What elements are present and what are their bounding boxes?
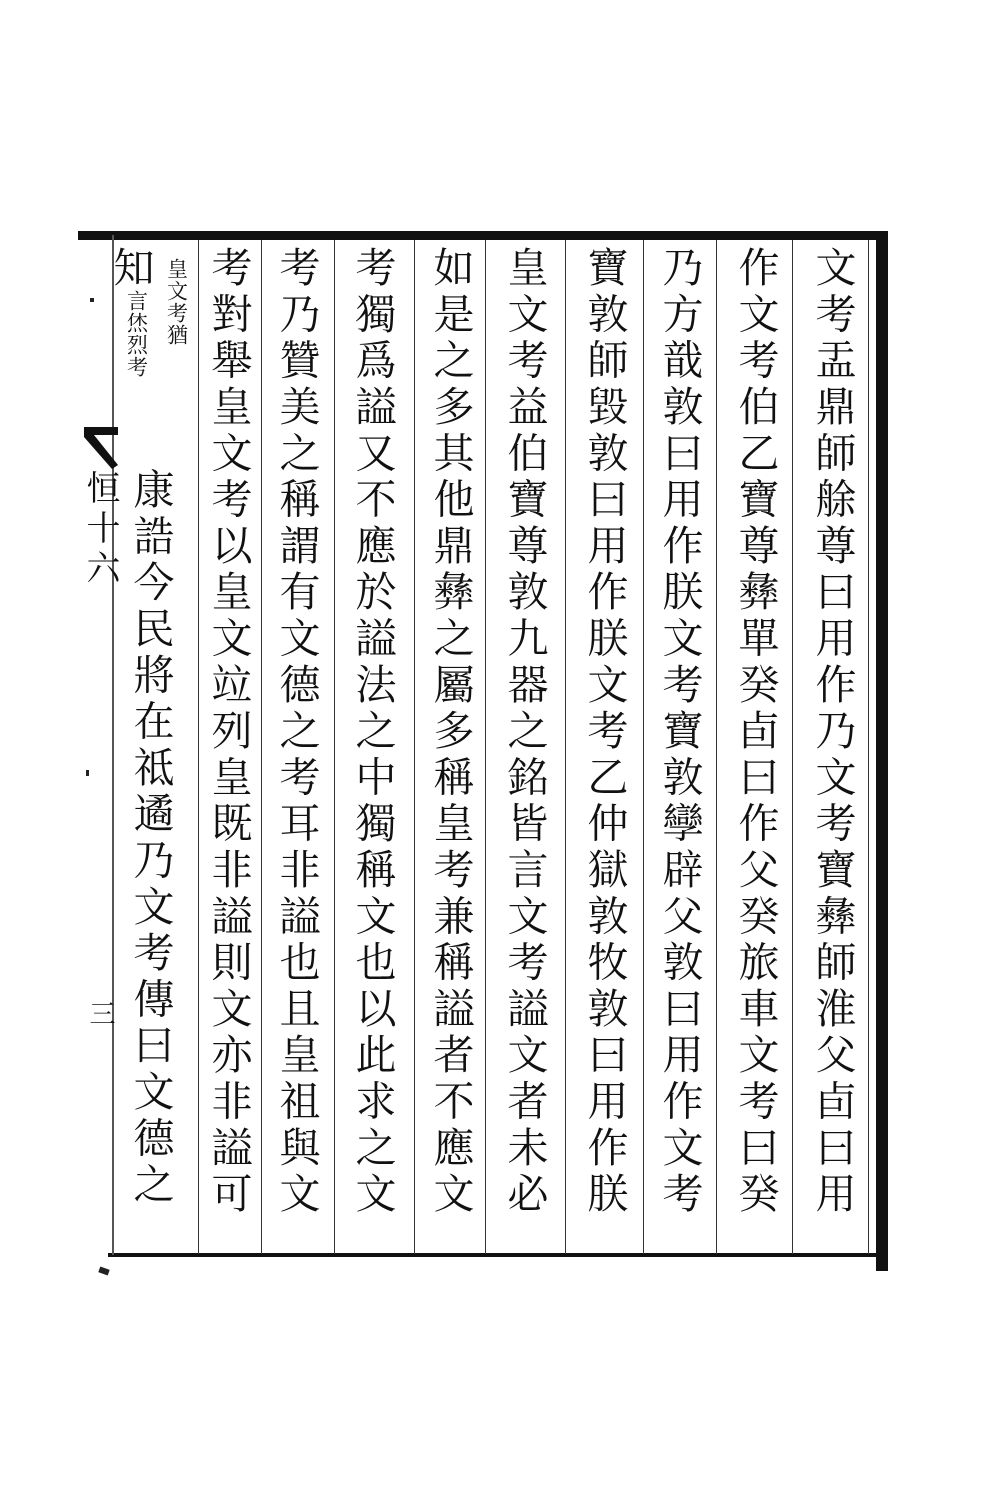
last-column-lead-char: 知	[106, 246, 155, 293]
column-text: 皇文考益伯寶尊敦九器之銘皆言文考謚文者未必	[500, 246, 549, 1219]
column-text: 寶敦師毀敦曰用作朕文考乙仲獄敦牧敦曰用作朕	[580, 246, 629, 1219]
column-rule	[643, 240, 644, 1254]
column-rule	[334, 240, 335, 1254]
column-rule	[868, 240, 869, 1254]
column-text: 考乃贊美之稱謂有文德之考耳非謚也且皇祖與文	[272, 246, 321, 1219]
leaf-number: 三	[85, 1000, 115, 1032]
column-rule	[485, 240, 486, 1254]
column-text: 如是之多其他鼎彝之屬多稱皇考兼稱謚者不應文	[426, 246, 475, 1219]
margin-mark	[90, 298, 94, 302]
column-text: 乃方戠敦曰用作朕文考寶敦孿辟父敦曰用作文考	[655, 246, 704, 1219]
column-text: 文考盂鼎師艅尊曰用作乃文考寶彝師淮父卣曰用	[808, 246, 857, 1219]
frame-right-border	[876, 231, 888, 1271]
column-rule	[716, 240, 717, 1254]
interlinear-note-right: 皇文考猶	[164, 258, 189, 346]
text-column-7	[340, 246, 404, 1246]
text-column-5	[492, 246, 556, 1246]
last-column-main-text: 康誥今民將在祗遹乃文考傳曰文德之	[126, 468, 175, 1209]
text-column-1	[800, 246, 864, 1246]
interlinear-note-left: 言烋烈考	[124, 290, 149, 378]
column-text: 考對舉皇文考以皇文竝列皇既非謚則文亦非謚可	[204, 246, 253, 1219]
margin-dot	[86, 770, 89, 776]
column-rule	[792, 240, 793, 1254]
margin-folio: 恒十六	[80, 470, 120, 590]
frame-top-border	[78, 231, 888, 240]
column-text: 作文考伯乙寶尊彝單癸卣曰作父癸旅車文考曰癸	[731, 246, 780, 1219]
text-column-2	[723, 246, 787, 1246]
text-column-4	[572, 246, 636, 1246]
column-rule	[261, 240, 262, 1254]
column-rule	[414, 240, 415, 1254]
frame-left-border	[112, 235, 114, 1255]
margin-dot	[98, 1266, 109, 1275]
column-rule	[565, 240, 566, 1254]
text-column-8	[264, 246, 328, 1246]
column-text: 考獨爲謚又不應於謚法之中獨稱文也以此求之文	[348, 246, 397, 1219]
frame-bottom-border	[108, 1253, 888, 1257]
text-column-9	[196, 246, 260, 1246]
text-column-6	[418, 246, 482, 1246]
text-column-3	[647, 246, 711, 1246]
